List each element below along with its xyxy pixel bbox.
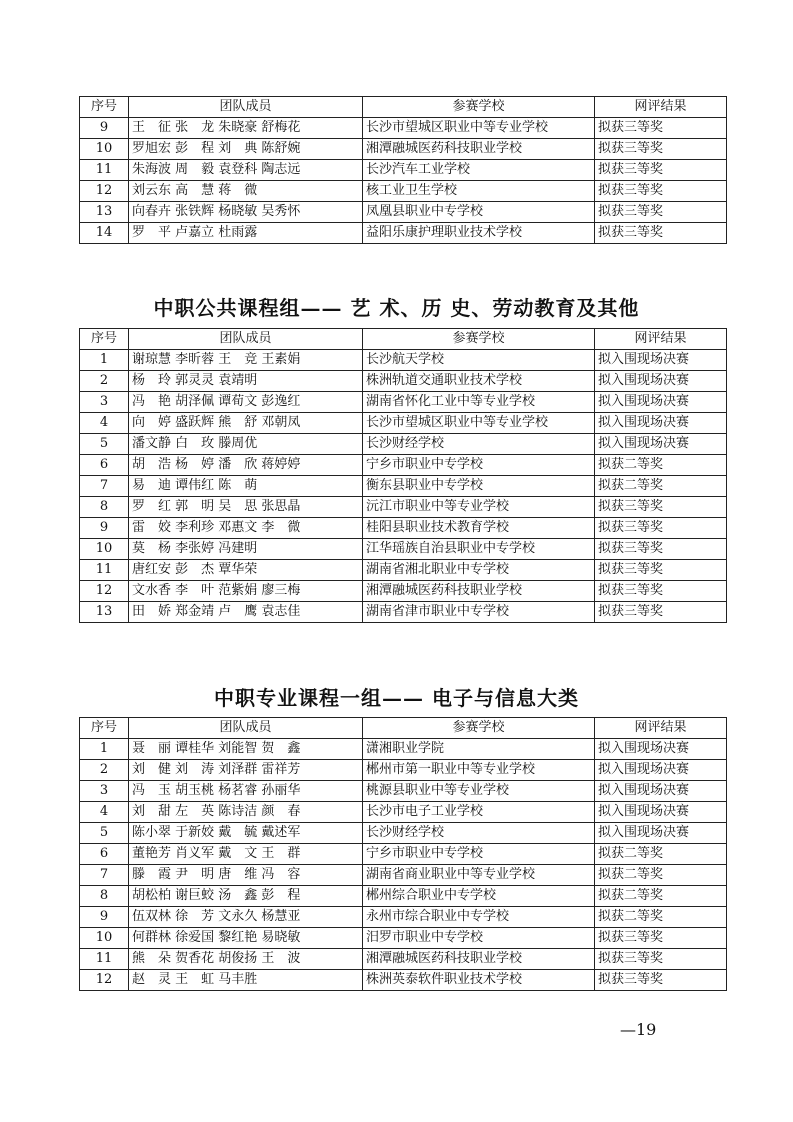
row-result: 拟入围现场决赛 bbox=[595, 413, 727, 434]
row-members: 杨 玲 郭灵灵 袁靖明 bbox=[129, 371, 363, 392]
table-row bbox=[80, 823, 727, 844]
row-num: 10 bbox=[80, 139, 129, 160]
header-members: 团队成员 bbox=[129, 329, 363, 350]
row-members: 向 婷 盛跃辉 熊 舒 邓朝凤 bbox=[129, 413, 363, 434]
row-num: 2 bbox=[80, 371, 129, 392]
row-result: 拟入围现场决赛 bbox=[595, 371, 727, 392]
row-members: 王 征 张 龙 朱晓豪 舒梅花 bbox=[129, 118, 363, 139]
row-result: 拟入围现场决赛 bbox=[595, 823, 727, 844]
row-members: 朱海波 周 毅 袁登科 陶志远 bbox=[129, 160, 363, 181]
table-row bbox=[80, 497, 727, 518]
row-num: 11 bbox=[80, 160, 129, 181]
row-num: 6 bbox=[80, 455, 129, 476]
row-num: 11 bbox=[80, 560, 129, 581]
row-result: 拟获三等奖 bbox=[595, 949, 727, 970]
row-num: 2 bbox=[80, 760, 129, 781]
row-result: 拟获三等奖 bbox=[595, 160, 727, 181]
row-num: 5 bbox=[80, 823, 129, 844]
results-table-electronics bbox=[79, 717, 727, 991]
header-num: 序号 bbox=[80, 97, 129, 118]
row-num: 6 bbox=[80, 844, 129, 865]
row-members: 胡 浩 杨 婷 潘 欣 蒋婷婷 bbox=[129, 455, 363, 476]
row-result: 拟获三等奖 bbox=[595, 602, 727, 623]
row-school: 宁乡市职业中专学校 bbox=[363, 844, 595, 865]
row-school: 长沙财经学校 bbox=[363, 823, 595, 844]
table-header-row bbox=[80, 97, 727, 118]
row-school: 汨罗市职业中专学校 bbox=[363, 928, 595, 949]
row-result: 拟获三等奖 bbox=[595, 223, 727, 244]
row-result: 拟获三等奖 bbox=[595, 497, 727, 518]
row-school: 湖南省怀化工业中等专业学校 bbox=[363, 392, 595, 413]
row-school: 郴州综合职业中专学校 bbox=[363, 886, 595, 907]
table-row bbox=[80, 907, 727, 928]
table-row bbox=[80, 581, 727, 602]
row-num: 1 bbox=[80, 739, 129, 760]
header-school: 参赛学校 bbox=[363, 97, 595, 118]
row-num: 13 bbox=[80, 602, 129, 623]
row-result: 拟获二等奖 bbox=[595, 886, 727, 907]
table-row bbox=[80, 970, 727, 991]
table-row bbox=[80, 413, 727, 434]
row-school: 湖南省津市职业中专学校 bbox=[363, 602, 595, 623]
header-num: 序号 bbox=[80, 718, 129, 739]
row-members: 伍双林 徐 芳 文永久 杨慧亚 bbox=[129, 907, 363, 928]
row-members: 冯 艳 胡泽佩 谭荀文 彭逸红 bbox=[129, 392, 363, 413]
row-num: 3 bbox=[80, 781, 129, 802]
table-row bbox=[80, 560, 727, 581]
header-school: 参赛学校 bbox=[363, 329, 595, 350]
row-school: 株洲英泰软件职业技术学校 bbox=[363, 970, 595, 991]
row-result: 拟获三等奖 bbox=[595, 518, 727, 539]
row-members: 熊 朵 贺香花 胡俊扬 王 波 bbox=[129, 949, 363, 970]
row-school: 核工业卫生学校 bbox=[363, 181, 595, 202]
row-num: 9 bbox=[80, 518, 129, 539]
row-num: 1 bbox=[80, 350, 129, 371]
row-result: 拟获三等奖 bbox=[595, 139, 727, 160]
row-num: 7 bbox=[80, 476, 129, 497]
row-result: 拟入围现场决赛 bbox=[595, 434, 727, 455]
row-school: 江华瑶族自治县职业中专学校 bbox=[363, 539, 595, 560]
header-members: 团队成员 bbox=[129, 97, 363, 118]
row-members: 冯 玉 胡玉桃 杨茗睿 孙丽华 bbox=[129, 781, 363, 802]
row-school: 凤凰县职业中专学校 bbox=[363, 202, 595, 223]
row-num: 9 bbox=[80, 118, 129, 139]
row-members: 何群林 徐爱国 黎红艳 易晓敏 bbox=[129, 928, 363, 949]
row-school: 沅江市职业中等专业学校 bbox=[363, 497, 595, 518]
results-table-public-arts bbox=[79, 328, 727, 623]
row-result: 拟入围现场决赛 bbox=[595, 350, 727, 371]
row-members: 田 娇 郑金靖 卢 鹰 袁志佳 bbox=[129, 602, 363, 623]
row-school: 潇湘职业学院 bbox=[363, 739, 595, 760]
row-school: 湘潭融城医药科技职业学校 bbox=[363, 581, 595, 602]
table-row bbox=[80, 886, 727, 907]
row-result: 拟获三等奖 bbox=[595, 118, 727, 139]
table-header-row bbox=[80, 329, 727, 350]
row-school: 湘潭融城医药科技职业学校 bbox=[363, 139, 595, 160]
row-result: 拟入围现场决赛 bbox=[595, 802, 727, 823]
row-num: 4 bbox=[80, 802, 129, 823]
row-num: 4 bbox=[80, 413, 129, 434]
table-row bbox=[80, 781, 727, 802]
table-row bbox=[80, 202, 727, 223]
row-num: 14 bbox=[80, 223, 129, 244]
section-title-electronics: 中职专业课程一组—— 电子与信息大类 bbox=[214, 686, 579, 710]
table-row bbox=[80, 181, 727, 202]
table-row bbox=[80, 602, 727, 623]
row-members: 谢琼慧 李昕蓉 王 竞 王素娟 bbox=[129, 350, 363, 371]
row-result: 拟获三等奖 bbox=[595, 560, 727, 581]
row-result: 拟获二等奖 bbox=[595, 455, 727, 476]
row-members: 滕 霞 尹 明 唐 维 冯 容 bbox=[129, 865, 363, 886]
table-row bbox=[80, 139, 727, 160]
row-school: 桂阳县职业技术教育学校 bbox=[363, 518, 595, 539]
row-members: 易 迪 谭伟红 陈 萌 bbox=[129, 476, 363, 497]
row-result: 拟获二等奖 bbox=[595, 844, 727, 865]
row-result: 拟入围现场决赛 bbox=[595, 739, 727, 760]
row-members: 雷 姣 李利珍 邓惠文 李 微 bbox=[129, 518, 363, 539]
row-num: 9 bbox=[80, 907, 129, 928]
table-row bbox=[80, 928, 727, 949]
row-result: 拟入围现场决赛 bbox=[595, 760, 727, 781]
table-row bbox=[80, 760, 727, 781]
row-num: 10 bbox=[80, 539, 129, 560]
header-num: 序号 bbox=[80, 329, 129, 350]
row-school: 长沙市望城区职业中等专业学校 bbox=[363, 118, 595, 139]
table-row bbox=[80, 518, 727, 539]
row-num: 3 bbox=[80, 392, 129, 413]
row-members: 罗旭宏 彭 程 刘 典 陈舒婉 bbox=[129, 139, 363, 160]
table-row bbox=[80, 371, 727, 392]
header-result: 网评结果 bbox=[595, 718, 727, 739]
row-result: 拟获三等奖 bbox=[595, 539, 727, 560]
row-result: 拟获三等奖 bbox=[595, 928, 727, 949]
row-members: 刘 健 刘 涛 刘泽群 雷祥芳 bbox=[129, 760, 363, 781]
row-members: 罗 平 卢嘉立 杜雨露 bbox=[129, 223, 363, 244]
section-title-public-arts: 中职公共课程组—— 艺 术、历 史、劳动教育及其他 bbox=[153, 296, 640, 320]
row-num: 12 bbox=[80, 970, 129, 991]
table-row bbox=[80, 118, 727, 139]
table-row bbox=[80, 739, 727, 760]
table-row bbox=[80, 223, 727, 244]
row-num: 12 bbox=[80, 581, 129, 602]
page-number: —19 bbox=[620, 1020, 657, 1039]
header-members: 团队成员 bbox=[129, 718, 363, 739]
row-school: 湖南省商业职业中等专业学校 bbox=[363, 865, 595, 886]
row-school: 永州市综合职业中专学校 bbox=[363, 907, 595, 928]
table-row bbox=[80, 865, 727, 886]
row-members: 赵 灵 王 虹 马丰胜 bbox=[129, 970, 363, 991]
row-school: 郴州市第一职业中等专业学校 bbox=[363, 760, 595, 781]
row-members: 胡松柏 谢巨蛟 汤 鑫 彭 程 bbox=[129, 886, 363, 907]
row-result: 拟入围现场决赛 bbox=[595, 781, 727, 802]
table-row bbox=[80, 160, 727, 181]
table-row bbox=[80, 949, 727, 970]
row-members: 潘文静 白 玫 滕周优 bbox=[129, 434, 363, 455]
table-row bbox=[80, 476, 727, 497]
header-result: 网评结果 bbox=[595, 97, 727, 118]
row-members: 聂 丽 谭桂华 刘能智 贺 鑫 bbox=[129, 739, 363, 760]
table-row bbox=[80, 844, 727, 865]
row-members: 陈小翠 于新姣 戴 毓 戴述军 bbox=[129, 823, 363, 844]
row-members: 向春卉 张铁辉 杨晓敏 吴秀怀 bbox=[129, 202, 363, 223]
row-school: 株洲轨道交通职业技术学校 bbox=[363, 371, 595, 392]
header-result: 网评结果 bbox=[595, 329, 727, 350]
row-result: 拟获二等奖 bbox=[595, 476, 727, 497]
table-row bbox=[80, 539, 727, 560]
row-school: 桃源县职业中等专业学校 bbox=[363, 781, 595, 802]
row-members: 莫 杨 李张婷 冯建明 bbox=[129, 539, 363, 560]
row-school: 长沙市电子工业学校 bbox=[363, 802, 595, 823]
row-members: 刘云东 高 慧 蒋 微 bbox=[129, 181, 363, 202]
table-row bbox=[80, 802, 727, 823]
header-school: 参赛学校 bbox=[363, 718, 595, 739]
row-num: 12 bbox=[80, 181, 129, 202]
row-members: 罗 红 郭 明 吴 思 张思晶 bbox=[129, 497, 363, 518]
results-table-continued bbox=[79, 96, 727, 244]
row-result: 拟获三等奖 bbox=[595, 581, 727, 602]
row-num: 13 bbox=[80, 202, 129, 223]
row-result: 拟获三等奖 bbox=[595, 181, 727, 202]
row-school: 长沙财经学校 bbox=[363, 434, 595, 455]
row-num: 5 bbox=[80, 434, 129, 455]
table-row bbox=[80, 434, 727, 455]
row-school: 衡东县职业中专学校 bbox=[363, 476, 595, 497]
table-row bbox=[80, 392, 727, 413]
row-result: 拟入围现场决赛 bbox=[595, 392, 727, 413]
row-num: 10 bbox=[80, 928, 129, 949]
row-result: 拟获二等奖 bbox=[595, 907, 727, 928]
row-result: 拟获二等奖 bbox=[595, 865, 727, 886]
row-members: 刘 甜 左 英 陈诗洁 颜 春 bbox=[129, 802, 363, 823]
table-header-row bbox=[80, 718, 727, 739]
row-members: 董艳芳 肖义军 戴 文 王 群 bbox=[129, 844, 363, 865]
row-num: 8 bbox=[80, 497, 129, 518]
row-members: 文水香 李 叶 范紫娟 廖三梅 bbox=[129, 581, 363, 602]
row-school: 益阳乐康护理职业技术学校 bbox=[363, 223, 595, 244]
table-row bbox=[80, 350, 727, 371]
row-school: 宁乡市职业中专学校 bbox=[363, 455, 595, 476]
row-num: 7 bbox=[80, 865, 129, 886]
row-school: 长沙市望城区职业中等专业学校 bbox=[363, 413, 595, 434]
row-school: 湖南省湘北职业中专学校 bbox=[363, 560, 595, 581]
row-result: 拟获三等奖 bbox=[595, 970, 727, 991]
row-result: 拟获三等奖 bbox=[595, 202, 727, 223]
table-row bbox=[80, 455, 727, 476]
row-school: 湘潭融城医药科技职业学校 bbox=[363, 949, 595, 970]
row-num: 8 bbox=[80, 886, 129, 907]
row-school: 长沙汽车工业学校 bbox=[363, 160, 595, 181]
row-school: 长沙航天学校 bbox=[363, 350, 595, 371]
row-num: 11 bbox=[80, 949, 129, 970]
row-members: 唐红安 彭 杰 覃华荣 bbox=[129, 560, 363, 581]
